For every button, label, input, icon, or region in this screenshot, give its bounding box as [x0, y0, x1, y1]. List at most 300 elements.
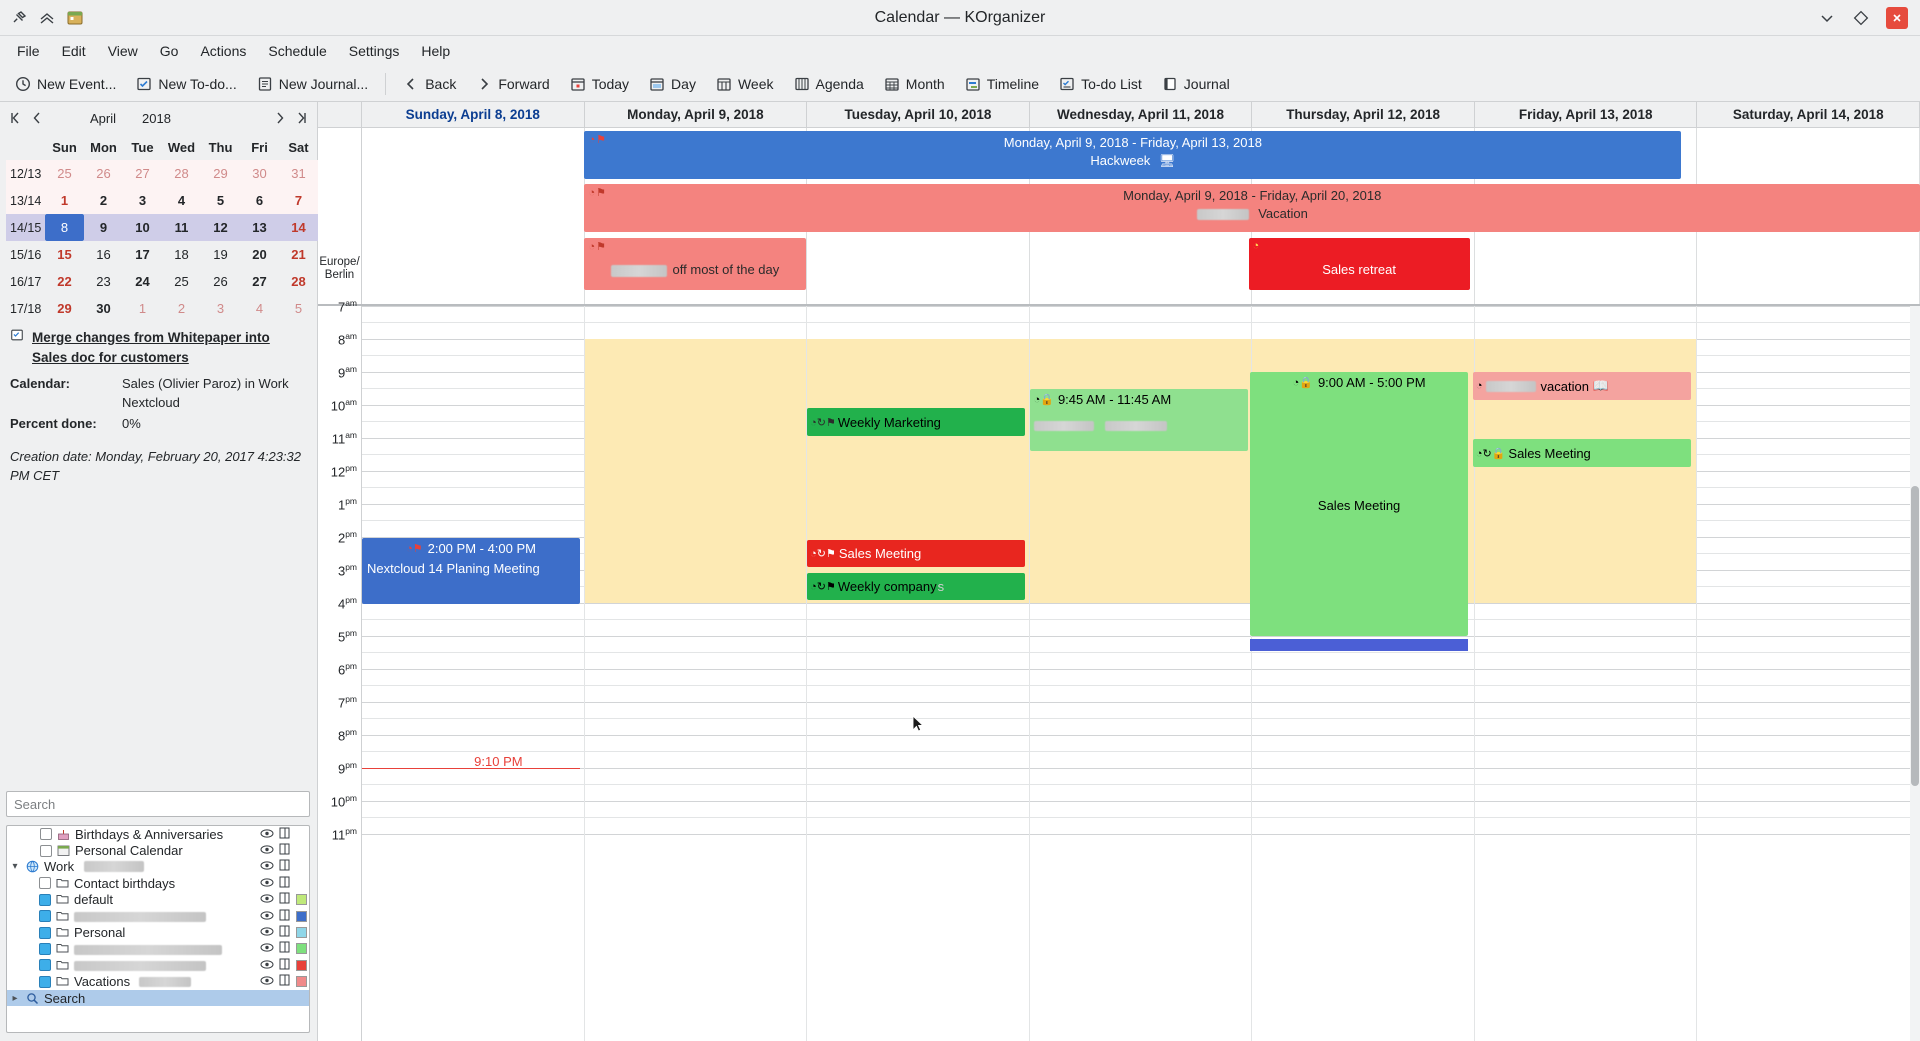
sales-meeting-friday-event[interactable] — [1473, 439, 1691, 467]
hour-label: $9^{am}$ — [337, 364, 357, 381]
computer-icon: 🖥 — [1158, 153, 1176, 168]
checkbox[interactable] — [40, 828, 52, 840]
list-item-label: default — [74, 892, 114, 908]
list-item[interactable] — [7, 875, 309, 891]
weekday-fri: Fri — [251, 139, 268, 155]
day-cell-today[interactable]: 8 — [45, 214, 84, 241]
week-label: Week — [737, 75, 774, 92]
list-item[interactable] — [7, 908, 309, 924]
today-label: Today — [591, 75, 630, 92]
globe-icon — [26, 860, 39, 873]
day-cell[interactable]: 30 — [240, 160, 279, 187]
sales-meeting-long-event[interactable] — [1250, 372, 1468, 636]
today-button[interactable] — [561, 72, 638, 96]
list-item-label: Personal — [74, 925, 126, 941]
back-label: Back — [425, 75, 457, 92]
hour-label: $5^{pm}$ — [337, 628, 357, 645]
calendar-week-row[interactable] — [6, 268, 318, 295]
today-icon — [570, 76, 586, 92]
main-toolbar — [0, 66, 1920, 102]
day-cell[interactable]: 25 — [45, 160, 84, 187]
detail-creation-date: Creation date: Monday, February 20, 2017 4:23:32 PM CET — [10, 448, 302, 483]
day-cell[interactable]: 1 — [45, 187, 84, 214]
day-cell[interactable]: 5 — [294, 301, 303, 316]
event-date-range: Monday, April 9, 2018 - Friday, April 13, 2018 — [1003, 135, 1262, 150]
weekday-thu: Thu — [208, 139, 233, 155]
week-number[interactable]: 17/18 — [10, 301, 42, 316]
checkbox[interactable] — [40, 845, 52, 857]
event-time-row — [367, 541, 575, 556]
day-cell[interactable]: 4 — [255, 301, 264, 316]
day-cell[interactable]: 13 — [240, 214, 279, 241]
book-icon[interactable] — [279, 876, 291, 891]
day-cell[interactable]: 27 — [252, 274, 267, 289]
hour-label: $1^{pm}$ — [337, 496, 357, 513]
checkbox[interactable] — [39, 894, 51, 906]
toolbar-separator — [385, 73, 386, 95]
visibility-icon[interactable] — [260, 909, 274, 924]
week-icon — [716, 76, 732, 92]
day-cell[interactable]: 31 — [279, 160, 318, 187]
color-swatch[interactable] — [296, 894, 307, 905]
sidebar — [0, 102, 318, 1041]
chevron-right-icon[interactable]: ▸ — [12, 992, 18, 1004]
checkbox[interactable] — [39, 910, 51, 922]
timezone-column — [318, 128, 362, 304]
event-date-range: Monday, April 9, 2018 - Friday, April 20, 2018 — [1123, 188, 1382, 203]
book-icon[interactable] — [279, 958, 291, 973]
skip-first-icon[interactable] — [4, 107, 26, 129]
chevron-right-icon[interactable] — [269, 107, 291, 129]
detail-calendar-value: Sales (Olivier Paroz) in Work Nextcloud — [122, 376, 289, 410]
color-swatch[interactable] — [296, 960, 307, 971]
list-item-label-redacted — [74, 958, 255, 973]
hackweek-event[interactable] — [584, 131, 1681, 179]
hour-label: $10^{am}$ — [330, 397, 357, 414]
event-time: 9:45 AM - 11:45 AM — [1057, 392, 1172, 407]
event-time: 2:00 PM - 4:00 PM — [427, 541, 536, 556]
day-cell[interactable]: 15 — [57, 247, 72, 262]
day-cell[interactable]: 11 — [162, 214, 201, 241]
event-icons: ◔⚑ — [588, 187, 607, 199]
color-swatch[interactable] — [296, 943, 307, 954]
scrollbar-thumb[interactable] — [1911, 486, 1919, 786]
event-title-row — [584, 206, 1920, 221]
new-event-label: New Event... — [37, 75, 117, 92]
redacted-text — [1197, 209, 1249, 220]
hour-label: $2^{pm}$ — [337, 529, 357, 546]
mini-calendar[interactable] — [6, 134, 318, 322]
checkbox[interactable] — [39, 959, 51, 971]
day-cell[interactable]: 28 — [291, 274, 306, 289]
list-item-label: Search — [44, 990, 86, 1006]
list-item-label: Work — [44, 859, 75, 875]
todolist-label: To-do List — [1081, 75, 1142, 92]
todolist-view-button[interactable] — [1050, 72, 1151, 96]
menu-settings[interactable]: Settings — [348, 43, 400, 59]
date-navigator-header — [4, 104, 313, 132]
calendar-week-row[interactable] — [6, 160, 318, 187]
event-title: Sales Meeting — [1317, 498, 1401, 513]
day-cell[interactable]: 6 — [240, 187, 279, 214]
redacted-text — [84, 861, 144, 872]
month-view-button[interactable] — [875, 72, 954, 96]
timezone-label: Europe/ Berlin — [319, 255, 360, 281]
day-cell[interactable]: 3 — [123, 187, 162, 214]
date-navigator — [0, 102, 317, 322]
day-cell[interactable]: 27 — [123, 160, 162, 187]
event-time-row — [1254, 375, 1464, 390]
new-todo-label: New To-do... — [158, 75, 237, 92]
folder-icon — [56, 910, 69, 923]
day-cell[interactable]: 9 — [84, 214, 123, 241]
checkbox[interactable] — [39, 927, 51, 939]
month-icon — [884, 76, 900, 92]
list-item[interactable] — [7, 924, 309, 940]
nextcloud-planing-event[interactable] — [362, 538, 580, 604]
day-cell[interactable]: 10 — [123, 214, 162, 241]
forward-button[interactable] — [467, 72, 558, 96]
event-title: Sales Meeting — [838, 546, 922, 561]
journal-label: Journal — [1183, 75, 1230, 92]
book-icon[interactable] — [279, 941, 291, 956]
event-title: Vacation — [1258, 206, 1308, 221]
selection-bar[interactable] — [1250, 639, 1468, 651]
day-cell[interactable]: 16 — [96, 247, 111, 262]
visibility-icon[interactable] — [260, 974, 274, 989]
day-cell[interactable]: 14 — [279, 214, 318, 241]
event-title-row — [584, 153, 1681, 169]
timeline-view-button[interactable] — [956, 72, 1048, 96]
off-most-day-event[interactable] — [584, 238, 805, 290]
datenav-year-label[interactable]: 2018 — [142, 110, 171, 126]
event-icons: ◔↻⚑ — [810, 416, 836, 429]
day-cell[interactable]: 7 — [279, 187, 318, 214]
weekday-mon: Mon — [90, 139, 117, 155]
list-item-work[interactable] — [7, 859, 309, 875]
color-swatch[interactable] — [296, 911, 307, 922]
new-journal-button[interactable] — [248, 72, 377, 96]
visibility-icon[interactable] — [260, 876, 274, 891]
day-cell[interactable]: 29 — [201, 160, 240, 187]
hour-label: $3^{pm}$ — [337, 562, 357, 579]
day-header-sunday[interactable]: Sunday, April 8, 2018 — [362, 102, 585, 127]
visibility-icon[interactable] — [260, 941, 274, 956]
search-input[interactable] — [6, 791, 310, 817]
day-cell[interactable]: 30 — [96, 301, 111, 316]
folder-icon — [56, 877, 69, 890]
event-title: Hackweek — [1090, 153, 1151, 168]
book-icon[interactable] — [279, 827, 291, 842]
calendar-week-row[interactable] — [6, 295, 318, 322]
detail-percent-value: 0% — [122, 415, 141, 431]
day-header-monday[interactable]: Monday, April 9, 2018 — [585, 102, 808, 127]
detail-fields — [10, 375, 307, 434]
vacation-event[interactable] — [584, 184, 1920, 232]
event-icons: ◔↻⚑ — [810, 581, 836, 593]
sidebar-bottom — [0, 785, 317, 1041]
day-cell[interactable]: 20 — [252, 247, 267, 262]
event-icons: ◔ — [1252, 240, 1261, 252]
day-header-row — [318, 102, 1920, 128]
menu-help[interactable]: Help — [421, 43, 451, 59]
agenda-label: Agenda — [815, 75, 864, 92]
agenda-icon — [794, 76, 810, 92]
detail-title-row — [10, 328, 307, 367]
event-title: Weekly company — [837, 579, 937, 594]
event-title: Sales retreat — [1322, 262, 1396, 277]
menu-file[interactable]: File — [17, 43, 40, 59]
weekly-marketing-event[interactable] — [807, 408, 1025, 436]
todo-icon — [10, 328, 26, 344]
calendar-icon — [66, 9, 84, 27]
checkbox[interactable] — [39, 976, 51, 988]
list-item[interactable] — [7, 957, 309, 973]
week-number[interactable]: 16/17 — [10, 274, 42, 289]
event-title-row — [584, 262, 805, 277]
back-button[interactable] — [394, 72, 465, 96]
day-header-saturday[interactable]: Saturday, April 14, 2018 — [1697, 102, 1920, 127]
time-grid-body[interactable] — [362, 306, 1920, 1041]
hour-label: $8^{pm}$ — [337, 727, 357, 744]
list-item[interactable] — [7, 974, 309, 990]
menu-view[interactable]: View — [107, 43, 138, 59]
pin-icon[interactable] — [10, 9, 28, 27]
list-item-label: Contact birthdays — [74, 875, 176, 891]
week-number[interactable]: 12/13 — [6, 160, 45, 187]
calendar-icon — [57, 844, 70, 857]
all-day-grid[interactable] — [362, 128, 1920, 304]
list-item-label: Vacations — [74, 974, 131, 990]
day-cell[interactable]: 2 — [84, 187, 123, 214]
chevron-down-icon[interactable]: ▾ — [12, 861, 18, 873]
journal-view-button[interactable] — [1153, 72, 1239, 96]
skip-last-icon[interactable] — [291, 107, 313, 129]
item-details-panel — [0, 322, 317, 489]
timed-events-layer — [362, 306, 1920, 1041]
vacation-short-event[interactable] — [1473, 372, 1691, 400]
mouse-cursor — [912, 715, 924, 733]
color-swatch[interactable] — [296, 927, 307, 938]
new-event-button[interactable] — [6, 72, 125, 96]
day-icon — [649, 76, 665, 92]
day-cell[interactable]: 3 — [216, 301, 225, 316]
day-cell[interactable]: 21 — [291, 247, 306, 262]
current-time-line — [362, 768, 580, 769]
day-cell[interactable]: 4 — [162, 187, 201, 214]
weekly-company-event[interactable] — [807, 573, 1025, 600]
agenda-scrollbar[interactable] — [1910, 306, 1920, 1041]
new-journal-icon — [257, 76, 273, 92]
day-cell[interactable]: 5 — [201, 187, 240, 214]
header-corner — [318, 102, 362, 127]
detail-title[interactable]: Merge changes from Whitepaper into Sales doc for customers — [32, 330, 270, 365]
calendar-week-row[interactable] — [6, 241, 318, 268]
day-cell[interactable]: 19 — [213, 247, 228, 262]
menu-actions[interactable]: Actions — [200, 43, 247, 59]
hour-label: $11^{pm}$ — [331, 826, 357, 843]
color-swatch[interactable] — [296, 976, 307, 987]
event-title: vacation — [1540, 378, 1589, 394]
redacted-text — [1486, 381, 1536, 392]
event-title: off most of the day — [672, 262, 780, 277]
maximize-icon[interactable] — [1852, 9, 1870, 27]
day-view-button[interactable] — [640, 72, 705, 96]
day-cell[interactable]: 29 — [57, 301, 72, 316]
list-item-label-redacted — [74, 909, 255, 924]
day-header-wednesday[interactable]: Wednesday, April 11, 2018 — [1030, 102, 1253, 127]
detail-percent-label: Percent done: — [10, 415, 97, 431]
event-title: Sales Meeting — [1508, 445, 1591, 461]
search-placeholder: Search — [14, 796, 56, 812]
timeline-icon — [965, 76, 981, 92]
calendar-list[interactable] — [6, 825, 310, 1033]
title-bar-left-icons — [0, 9, 84, 27]
day-cell[interactable]: 17 — [135, 247, 150, 262]
list-item[interactable] — [7, 941, 309, 957]
day-cell[interactable]: 25 — [174, 274, 189, 289]
day-cell[interactable]: 12 — [201, 214, 240, 241]
hour-label: $6^{pm}$ — [337, 661, 357, 678]
new-event-icon — [15, 76, 31, 92]
event-icons: ◔🔒 — [1033, 394, 1054, 406]
chevron-left-icon[interactable] — [26, 107, 48, 129]
folder-icon — [56, 975, 69, 988]
book-icon[interactable] — [279, 843, 291, 858]
calendar-week-row-selected[interactable] — [6, 214, 318, 241]
day-cell[interactable]: 26 — [84, 160, 123, 187]
main-body — [0, 102, 1920, 1041]
list-item-label-redacted — [74, 941, 255, 956]
week-number[interactable]: 15/16 — [10, 247, 42, 262]
day-cell[interactable]: 18 — [174, 247, 189, 262]
time-grid — [318, 298, 1920, 1041]
folder-icon — [56, 959, 69, 972]
mini-calendar-header-row — [6, 134, 318, 160]
event-icons: ◔🔒 — [1292, 377, 1313, 389]
day-cell[interactable]: 26 — [213, 274, 228, 289]
arrow-right-icon — [476, 76, 492, 92]
birthday-icon — [57, 828, 70, 841]
minimize-icon[interactable] — [1818, 9, 1836, 27]
new-todo-button[interactable] — [127, 72, 245, 96]
visibility-icon[interactable] — [260, 827, 274, 842]
event-icons: ◔ — [1475, 380, 1483, 392]
menu-schedule[interactable]: Schedule — [268, 43, 327, 59]
weekday-sun: Sun — [52, 139, 77, 155]
day-cell[interactable]: 28 — [162, 160, 201, 187]
event-title-suffix: s — [937, 579, 945, 594]
calendar-week-row[interactable] — [6, 187, 318, 214]
hour-label: $8^{am}$ — [337, 331, 357, 348]
day-cell[interactable]: 2 — [177, 301, 186, 316]
list-item-label: Personal Calendar — [75, 843, 183, 859]
day-label: Day — [671, 75, 696, 92]
event-icons: ◔⚑ — [588, 134, 607, 146]
todolist-icon — [1059, 76, 1075, 92]
book-icon[interactable] — [279, 974, 291, 989]
redacted-text — [139, 977, 191, 987]
hour-label: $9^{pm}$ — [337, 760, 357, 777]
book-icon: 📖 — [1592, 378, 1610, 393]
visibility-icon[interactable] — [260, 843, 274, 858]
list-item-label: Birthdays & Anniversaries — [75, 826, 224, 842]
visibility-icon[interactable] — [260, 892, 274, 907]
collapse-icon[interactable] — [38, 9, 56, 27]
list-item[interactable] — [7, 826, 309, 842]
visibility-icon[interactable] — [260, 958, 274, 973]
folder-icon — [56, 942, 69, 955]
day-header-tuesday[interactable]: Tuesday, April 10, 2018 — [807, 102, 1030, 127]
hour-label: $7^{pm}$ — [337, 694, 357, 711]
all-day-area — [318, 128, 1920, 306]
book-icon[interactable] — [279, 909, 291, 924]
book-icon[interactable] — [279, 892, 291, 907]
morning-meeting-event[interactable] — [1030, 389, 1248, 451]
menu-edit[interactable]: Edit — [61, 43, 86, 59]
new-todo-icon — [136, 76, 152, 92]
list-item[interactable] — [7, 892, 309, 908]
week-number[interactable]: 13/14 — [6, 187, 45, 214]
event-title: Nextcloud 14 Planing Meeting — [367, 561, 540, 576]
close-icon[interactable] — [1886, 7, 1908, 29]
weekday-tue: Tue — [131, 139, 154, 155]
folder-icon — [56, 893, 69, 906]
book-icon[interactable] — [279, 859, 291, 874]
list-item[interactable] — [7, 842, 309, 858]
forward-label: Forward — [498, 75, 550, 92]
week-number[interactable]: 14/15 — [6, 214, 45, 241]
event-icons: ◔↻🔒 — [1475, 447, 1506, 460]
datenav-month-label[interactable]: April — [90, 110, 117, 126]
day-cell[interactable]: 23 — [96, 274, 111, 289]
detail-calendar-label: Calendar: — [10, 376, 70, 392]
sales-meeting-monday-event[interactable] — [807, 540, 1025, 567]
day-header-friday[interactable]: Friday, April 13, 2018 — [1475, 102, 1698, 127]
event-time-row — [1034, 392, 1244, 407]
event-time: 9:00 AM - 5:00 PM — [1317, 375, 1426, 390]
week-view-button[interactable] — [707, 72, 783, 96]
folder-icon — [56, 926, 69, 939]
arrow-left-icon — [403, 76, 419, 92]
book-icon[interactable] — [279, 925, 291, 940]
weeknum-header — [6, 134, 45, 160]
day-header-thursday[interactable]: Thursday, April 12, 2018 — [1252, 102, 1475, 127]
menu-go[interactable]: Go — [159, 43, 179, 59]
time-axis — [318, 298, 362, 1041]
title-bar-right-icons — [1818, 7, 1920, 29]
visibility-icon[interactable] — [260, 859, 274, 874]
sales-retreat-event[interactable] — [1249, 238, 1470, 290]
checkbox[interactable] — [39, 943, 51, 955]
event-title-redacted — [1034, 417, 1244, 432]
weekday-wed: Wed — [167, 139, 196, 155]
hour-label: $11^{am}$ — [331, 430, 357, 447]
day-cell[interactable]: 1 — [138, 301, 147, 316]
day-cell[interactable]: 22 — [57, 274, 72, 289]
day-cell[interactable]: 24 — [135, 274, 150, 289]
event-icons: ◔⚑ — [406, 543, 423, 555]
weekday-sat: Sat — [288, 139, 309, 155]
agenda-view-button[interactable] — [785, 72, 873, 96]
redacted-text — [611, 265, 667, 277]
all-day-events — [362, 128, 1920, 304]
list-item-search[interactable] — [7, 990, 309, 1006]
checkbox[interactable] — [39, 877, 51, 889]
new-journal-label: New Journal... — [278, 75, 369, 92]
visibility-icon[interactable] — [260, 925, 274, 940]
event-icons: ◔⚑ — [588, 241, 607, 253]
